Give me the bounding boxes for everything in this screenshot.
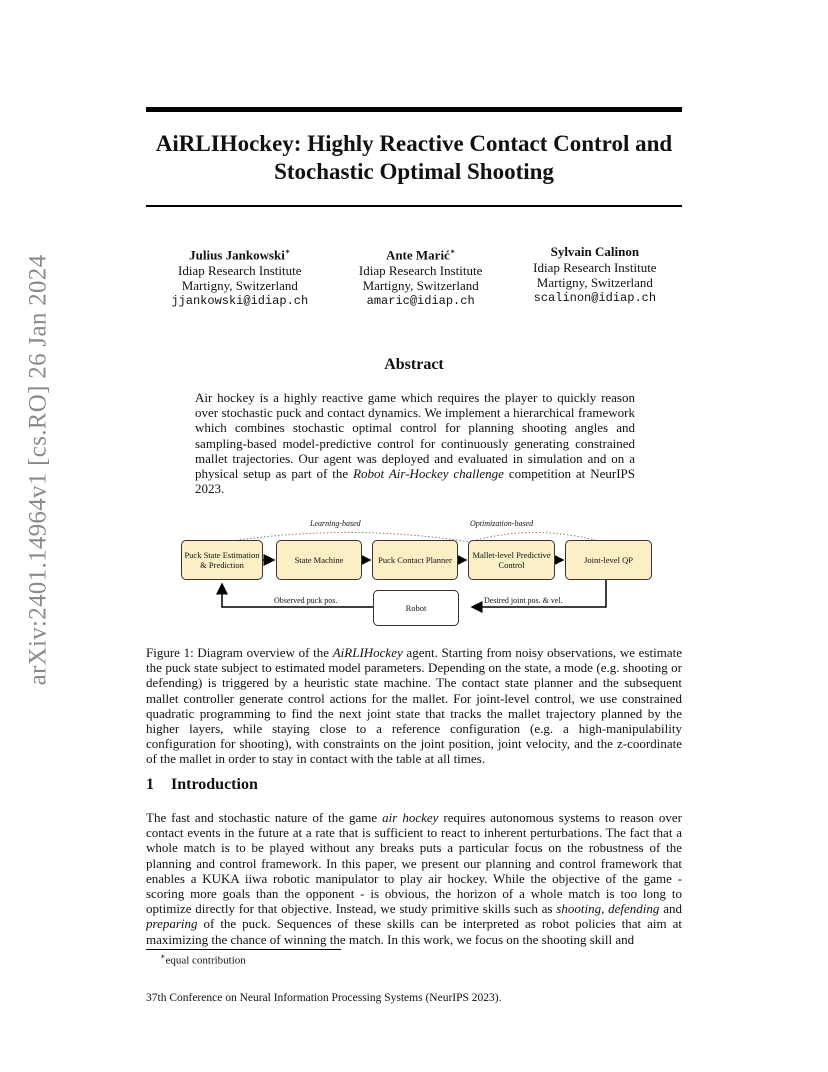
intro-text: requires autonomous systems to reason over contact events in the future at a rate that is sufficient to react to inherent perturbations. The fact that a whole match is to be played without any breaks puts a particular focus on the robustness of the planning and control framework. In this paper, we present our planning and control framework that enables a KUKA iiwa robotic manipulator to play air hockey. While the objective of the game - scoring more goals than the opponent - is obvious, the horizon of a whole match is too long to optimize directly for that objective. Instead, we study primitive skills such as: [146, 810, 682, 917]
intro-emphasis: air hockey: [382, 810, 439, 825]
intro-text: ,: [601, 901, 609, 917]
author-name: Ante Marić: [385, 247, 450, 263]
section-heading: [146, 776, 682, 794]
box-puck-state-estimation: Puck State Estimation & Prediction: [181, 540, 263, 580]
figure-caption: [146, 645, 682, 767]
author-email: jjankowski@idiap.ch: [171, 293, 309, 308]
architecture-diagram: [170, 512, 660, 627]
abstract-heading: Abstract: [384, 356, 444, 373]
author-affiliation: Idiap Research Institute: [533, 259, 657, 275]
author-1: [171, 244, 308, 309]
author-email: scalinon@idiap.ch: [533, 290, 657, 305]
author-location: Martigny, Switzerland: [181, 278, 298, 294]
introduction-paragraph: [146, 810, 682, 947]
footnote-mark: ∗: [160, 952, 166, 961]
author-name: Julius Jankowski: [189, 247, 285, 263]
box-puck-contact-planner: Puck Contact Planner: [372, 540, 458, 580]
caption-text: agent. Starting from noisy observations, we estimate the puck state subject to estimated model parameters. Depending on the state, a mode (e.g. shooting or defending) is triggered by a heuristic state machine. The contact state planner and the subsequent mallet controller generate control actions for the mallet. For joint-level control, we use constrained quadratic programming to find the next joint state that tracks the mallet trajectory planned by the higher layers, while staying close to a reference configuration (e.g. a high-manipulability configuration for shooting), with constraints on the joint position, joint velocity, and the z-coordinate of the mallet in order to stay in contact with the table at all times.: [146, 645, 682, 767]
box-state-machine: State Machine: [276, 540, 362, 580]
author-affiliation: Idiap Research Institute: [178, 262, 302, 278]
equal-contribution-mark: ∗: [284, 247, 291, 256]
intro-text: and: [659, 901, 682, 917]
title-rule-top: [146, 107, 682, 112]
author-affiliation: Idiap Research Institute: [358, 262, 483, 278]
conference-footer: 37th Conference on Neural Information Processing Systems (NeurIPS 2023).: [146, 992, 502, 1004]
author-2: [359, 244, 482, 309]
author-location: Martigny, Switzerland: [362, 278, 479, 294]
arxiv-stamp: [22, 254, 54, 686]
author-block: [146, 244, 682, 309]
abstract-body: [195, 390, 635, 496]
label-optimization-based: Optimization-based: [470, 519, 534, 528]
author-3: [533, 244, 656, 309]
intro-emphasis: shooting: [556, 901, 602, 917]
label-desired-joint-pos-vel: Desired joint pos. & vel.: [484, 596, 563, 605]
intro-emphasis: preparing: [146, 916, 198, 932]
intro-text: The fast and stochastic nature of the game: [146, 810, 383, 825]
abstract-text: Air hockey is a highly reactive game which requires the player to quickly reason over stochastic puck and contact dynamics. We implement a hierarchical framework which combines stochastic optimal control for planning shooting angles and sampling-based model-predictive control for continuously generating constrained mallet trajectories. Our agent was deployed and evaluated in simulation and on a physical setup as part of the: [195, 390, 635, 482]
abstract-text-end: competition at NeurIPS 2023.: [195, 466, 635, 497]
equal-contribution-mark: ∗: [449, 247, 456, 256]
label-learning-based: Learning-based: [310, 519, 361, 528]
box-joint-level-qp: Joint-level QP: [565, 540, 652, 580]
author-location: Martigny, Switzerland: [536, 275, 653, 290]
intro-emphasis: defending: [608, 901, 660, 917]
footnote-rule: [146, 949, 341, 950]
intro-text: of the puck. Sequences of these skills can be interpreted as robot policies that aim at maximizing the chance of winning the match. In this work, we focus on the shooting skill and: [146, 916, 682, 947]
title-rule-bottom: [146, 205, 682, 207]
caption-label: Figure 1: Diagram overview of the: [146, 645, 333, 660]
author-email: amaric@idiap.ch: [366, 293, 475, 308]
footnote-text: equal contribution: [165, 954, 246, 967]
abstract-emphasis: Robot Air-Hockey challenge: [353, 466, 504, 482]
section-number: 1: [146, 776, 154, 793]
box-mallet-predictive-control: Mallet-level Predictive Control: [468, 540, 555, 580]
caption-emphasis: AiRLIHockey: [332, 645, 403, 660]
arxiv-id: arXiv:2401.14964v1 [cs.RO] 26 Jan 2024: [24, 254, 52, 686]
section-title: Introduction: [171, 776, 258, 793]
label-observed-puck-pos: Observed puck pos.: [274, 596, 338, 605]
author-name: Sylvain Calinon: [550, 244, 640, 259]
box-robot: Robot: [373, 590, 459, 626]
footnote: [160, 952, 246, 967]
paper-title: AiRLIHockey: Highly Reactive Contact Control and Stochastic Optimal Shooting: [155, 131, 673, 184]
